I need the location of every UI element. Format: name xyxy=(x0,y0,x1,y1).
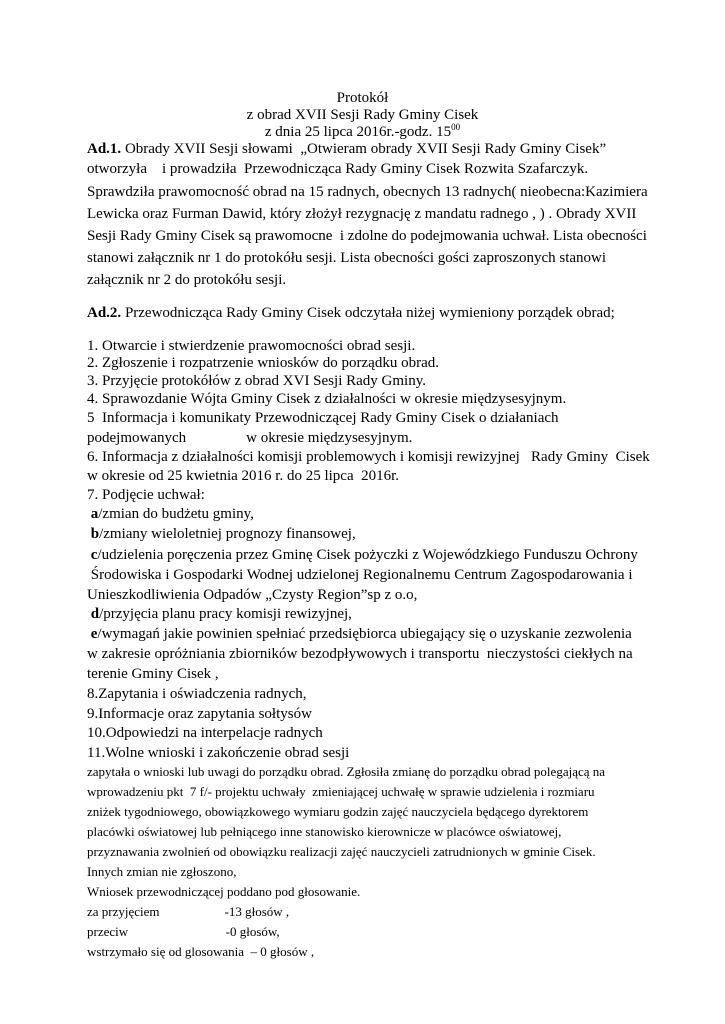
resolution-item xyxy=(87,625,632,643)
resolution-letter: a xyxy=(90,506,99,522)
ad1-line: Sesji Rady Gminy Cisek są prawomocne i zdolne do podejmowania uchwał. Lista obecności xyxy=(87,228,647,244)
ad2-line xyxy=(87,304,615,322)
resolution-item xyxy=(87,586,417,604)
resolution-text: Unieszkodliwienia Odpadów „Czysty Region”sp z o.o, xyxy=(87,587,418,603)
resolution-text: /wymagań jakie powinien spełniać przedsiębiorca ubiegający się o uzyskanie zezwolenia xyxy=(97,626,632,642)
resolution-text: /zmian do budżetu gminy, xyxy=(98,506,254,522)
agenda-item: 3. Przyjęcie protokółów z obrad XVI Sesji Rady Gminy. xyxy=(87,373,426,389)
vote-against-line: przeciw -0 głosów, xyxy=(87,924,280,939)
agenda-item: w okresie od 25 kwietnia 2016 r. do 25 lipca 2016r. xyxy=(87,468,400,484)
agenda-item: 1. Otwarcie i stwierdzenie prawomocności obrad sesji. xyxy=(87,338,416,354)
ad1-first-line xyxy=(87,140,606,158)
ad1-line: otworzyła i prowadziła Przewodnicząca Rady Gminy Cisek Rozwita Szafarczyk. xyxy=(87,161,589,177)
resolution-letter: d xyxy=(90,606,100,622)
agenda-item: 7. Podjęcie uchwał: xyxy=(87,487,205,503)
agenda-item: 8.Zapytania i oświadczenia radnych, xyxy=(87,686,307,702)
document-title: Protokół xyxy=(336,90,389,106)
agenda-item: 11.Wolne wnioski i zakończenie obrad sesji xyxy=(87,745,350,761)
agenda-item: 5 Informacja i komunikaty Przewodniczącej Rady Gminy Cisek o działaniach xyxy=(87,410,559,426)
ad1-line: załącznik nr 2 do protokółu sesji. xyxy=(87,272,287,288)
resolution-item xyxy=(87,605,352,623)
agenda-item: 2. Zgłoszenie i rozpatrzenie wniosków do porządku obrad. xyxy=(87,355,439,371)
minutes-paragraph-line: przyznawania zwolnień od obowiązku realizacji zajęć nauczycieli zatrudnionych w gminie Cisek. xyxy=(87,844,596,859)
minutes-paragraph-line: placówki oświatowej lub pełniącego inne stanowisko kierownicze w placówce oświatowej, xyxy=(87,824,562,839)
minutes-paragraph-line: zniżek tygodniowego, obowiązkowego wymiaru godzin zajęć nauczyciela będącego dyrektorem xyxy=(87,804,589,819)
ad1-line: stanowi załącznik nr 1 do protokółu sesji. Lista obecności gości zaproszonych stanowi xyxy=(87,250,607,266)
resolution-text: Środowiska i Gospodarki Wodnej udzielonej Regionalnemu Centrum Zagospodarowania i xyxy=(87,567,633,583)
resolution-letter: e xyxy=(90,626,98,642)
agenda-item: 9.Informacje oraz zapytania sołtysów xyxy=(87,706,312,722)
resolution-text: /przyjęcia planu pracy komisji rewizyjnej, xyxy=(99,606,352,622)
minutes-paragraph-line: zapytała o wnioski lub uwagi do porządku obrad. Zgłosiła zmianę do porządku obrad polegającą na xyxy=(87,764,606,779)
ad2-label: Ad.2. xyxy=(87,305,122,321)
minutes-paragraph-line: Wniosek przewodniczącej poddano pod głosowanie. xyxy=(87,884,361,899)
resolution-text: w zakresie opróżniania zbiorników bezodpływowych i transportu nieczystości ciekłych na xyxy=(87,646,633,662)
document-subtitle: z obrad XVII Sesji Rady Gminy Cisek xyxy=(246,107,479,123)
vote-for-line: za przyjęciem -13 głosów , xyxy=(87,904,290,919)
resolution-item xyxy=(87,525,356,543)
resolution-text: /zmiany wieloletniej prognozy finansowej, xyxy=(99,526,356,542)
ad1-label: Ad.1. xyxy=(87,141,122,157)
resolution-letter: b xyxy=(90,526,100,542)
document-date xyxy=(0,123,725,141)
ad1-line-text: Obrady XVII Sesji słowami „Otwieram obrady XVII Sesji Rady Gminy Cisek” xyxy=(121,141,607,157)
agenda-item: 6. Informacja z działalności komisji problemowych i komisji rewizyjnej Rady Gminy Cisek xyxy=(87,449,650,465)
vote-abstain-line: wstrzymało się od glosowania – 0 głosów , xyxy=(87,944,315,959)
date-text: z dnia 25 lipca 2016r.-godz. 15 xyxy=(264,124,452,140)
resolution-item xyxy=(87,566,633,584)
resolution-text: /udzielenia poręczenia przez Gminę Cisek pożyczki z Wojewódzkiego Funduszu Ochrony xyxy=(97,547,638,563)
ad2-text: Przewodnicząca Rady Gminy Cisek odczytała niżej wymieniony porządek obrad; xyxy=(121,305,615,321)
resolution-item xyxy=(87,505,254,523)
resolution-item xyxy=(87,546,638,564)
agenda-item: podejmowanych w okresie międzysesyjnym. xyxy=(87,430,413,446)
ad1-line: Lewicka oraz Furman Dawid, który złożył rezygnację z mandatu radnego , ) . Obrady XVII xyxy=(87,206,637,222)
agenda-item: 10.Odpowiedzi na interpelacje radnych xyxy=(87,725,323,741)
resolution-item xyxy=(87,645,633,663)
resolution-text: terenie Gminy Cisek , xyxy=(87,666,219,682)
minutes-paragraph-line: wprowadzeniu pkt 7 f/- projektu uchwały zmieniającej uchwałę w sprawie udzielenia i rozmiaru xyxy=(87,784,595,799)
minutes-paragraph-line: Innych zmian nie zgłoszono, xyxy=(87,864,237,879)
date-superscript: 00 xyxy=(451,122,461,132)
resolution-letter: c xyxy=(90,547,98,563)
resolution-item xyxy=(87,665,219,683)
ad1-line: Sprawdziła prawomocność obrad na 15 radnych, obecnych 13 radnych( nieobecna:Kazimiera xyxy=(87,184,648,200)
agenda-item: 4. Sprawozdanie Wójta Gminy Cisek z działalności w okresie międzysesyjnym. xyxy=(87,391,567,407)
